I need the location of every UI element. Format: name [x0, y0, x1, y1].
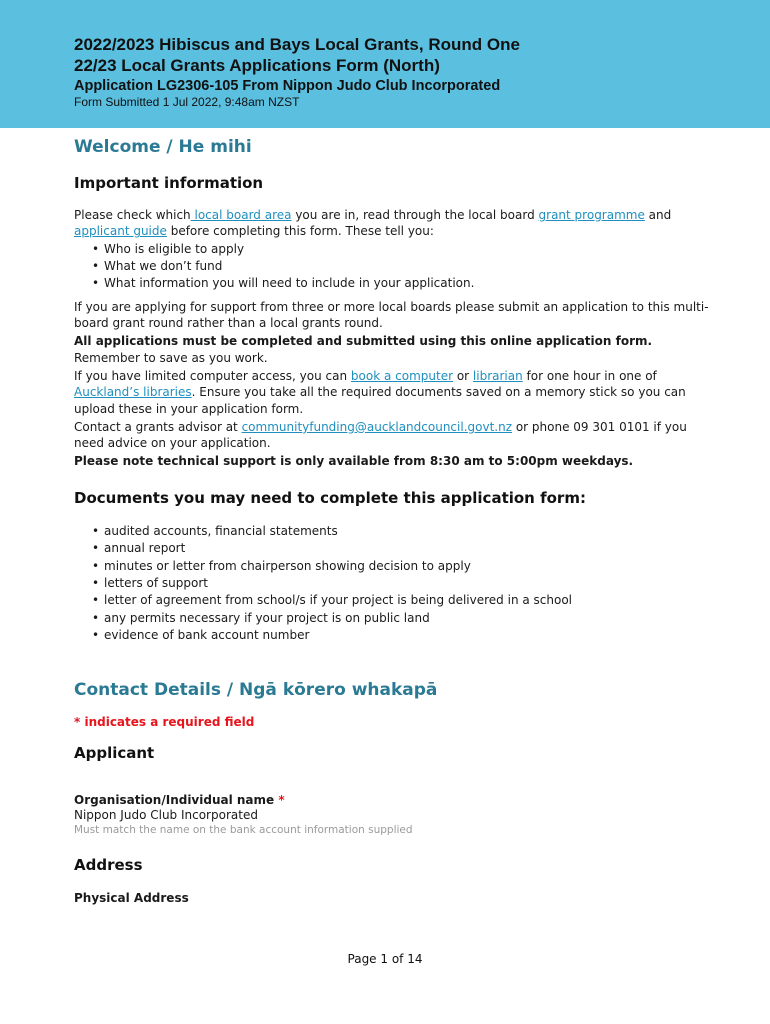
librarian-link[interactable]: librarian	[472, 369, 523, 383]
intro-text: and	[644, 208, 672, 222]
computer-text: . Ensure you take all the required documents saved on a memory stick so you can upload these in your application form.	[74, 385, 686, 416]
list-item: • evidence of bank account number	[90, 627, 714, 644]
page-number: Page 1 of 14	[347, 952, 423, 966]
list-item: • letters of support	[90, 575, 714, 592]
org-name-value: Nippon Judo Club Incorporated	[74, 807, 258, 822]
application-id: Application LG2306-105 From Nippon Judo Club Incorporated	[74, 78, 501, 94]
intro-text: you are in, read through the local board	[291, 208, 539, 222]
list-item: • audited accounts, financial statements	[90, 523, 714, 540]
intro-text: Please check which	[74, 208, 191, 222]
computer-access-paragraph	[74, 368, 714, 417]
org-name-field	[74, 793, 714, 837]
must-submit-bold: All applications must be completed and submitted using this online application form.	[74, 334, 653, 349]
local-board-area-link[interactable]: local board area	[190, 208, 292, 222]
tech-support-note: Please note technical support is only available from 8:30 am to 5:00pm weekdays.	[74, 454, 634, 469]
welcome-section-title: Welcome / He mihi	[74, 137, 252, 157]
aucklands-libraries-link[interactable]: Auckland’s libraries	[74, 385, 192, 400]
form-content	[74, 136, 714, 906]
address-heading: Address	[74, 855, 143, 874]
physical-address-label: Physical Address	[74, 890, 189, 905]
list-item: • any permits necessary if your project is on public land	[90, 610, 714, 627]
documents-list	[74, 523, 714, 645]
email-link[interactable]: communityfunding@aucklandcouncil.govt.nz	[241, 419, 512, 434]
form-title-line2: 22/23 Local Grants Applications Form (North)	[74, 56, 440, 75]
intro-paragraph	[74, 207, 714, 240]
list-item: • Who is eligible to apply	[90, 241, 714, 258]
required-star: *	[278, 792, 285, 807]
list-item: • letter of agreement from school/s if your project is being delivered in a school	[90, 592, 714, 609]
org-name-label-text: Organisation/Individual name	[74, 792, 275, 807]
list-item: • annual report	[90, 540, 714, 557]
org-name-hint: Must match the name on the bank account information supplied	[74, 823, 413, 836]
eligibility-list	[74, 241, 714, 293]
save-reminder: Remember to save as you work.	[74, 350, 268, 365]
important-info-heading: Important information	[74, 174, 264, 192]
form-title-line1: 2022/2023 Hibiscus and Bays Local Grants, Round One	[74, 35, 520, 54]
contact-advisor-paragraph	[74, 419, 714, 452]
computer-text: for one hour in one of	[522, 369, 657, 383]
applicant-guide-link[interactable]: applicant guide	[74, 224, 167, 239]
must-submit-paragraph	[74, 333, 714, 366]
contact-details-section-title: Contact Details / Ngā kōrero whakapā	[74, 679, 438, 700]
list-item: • minutes or letter from chairperson showing decision to apply	[90, 558, 714, 575]
submitted-timestamp: Form Submitted 1 Jul 2022, 9:48am NZST	[74, 95, 300, 109]
multi-board-paragraph: If you are applying for support from three or more local boards please submit an application to this multi-board grant round rather than a local grants round.	[74, 299, 709, 331]
form-header	[0, 0, 770, 128]
required-field-note: * indicates a required field	[74, 714, 255, 729]
org-name-label	[74, 793, 714, 808]
grant-programme-link[interactable]: grant programme	[538, 208, 645, 222]
contact-text: or phone 09 301 0101 if you need advice on your application.	[74, 419, 687, 451]
documents-heading: Documents you may need to complete this application form:	[74, 488, 586, 507]
book-computer-link[interactable]: book a computer	[350, 369, 454, 383]
contact-text: Contact a grants advisor at	[74, 419, 242, 434]
applicant-heading: Applicant	[74, 743, 155, 762]
list-item: • What we don’t fund	[90, 258, 714, 275]
list-item: • What information you will need to include in your application.	[90, 275, 714, 292]
computer-text: or	[453, 369, 473, 383]
computer-text: If you have limited computer access, you can	[74, 369, 351, 383]
intro-text: before completing this form. These tell you:	[166, 224, 434, 239]
